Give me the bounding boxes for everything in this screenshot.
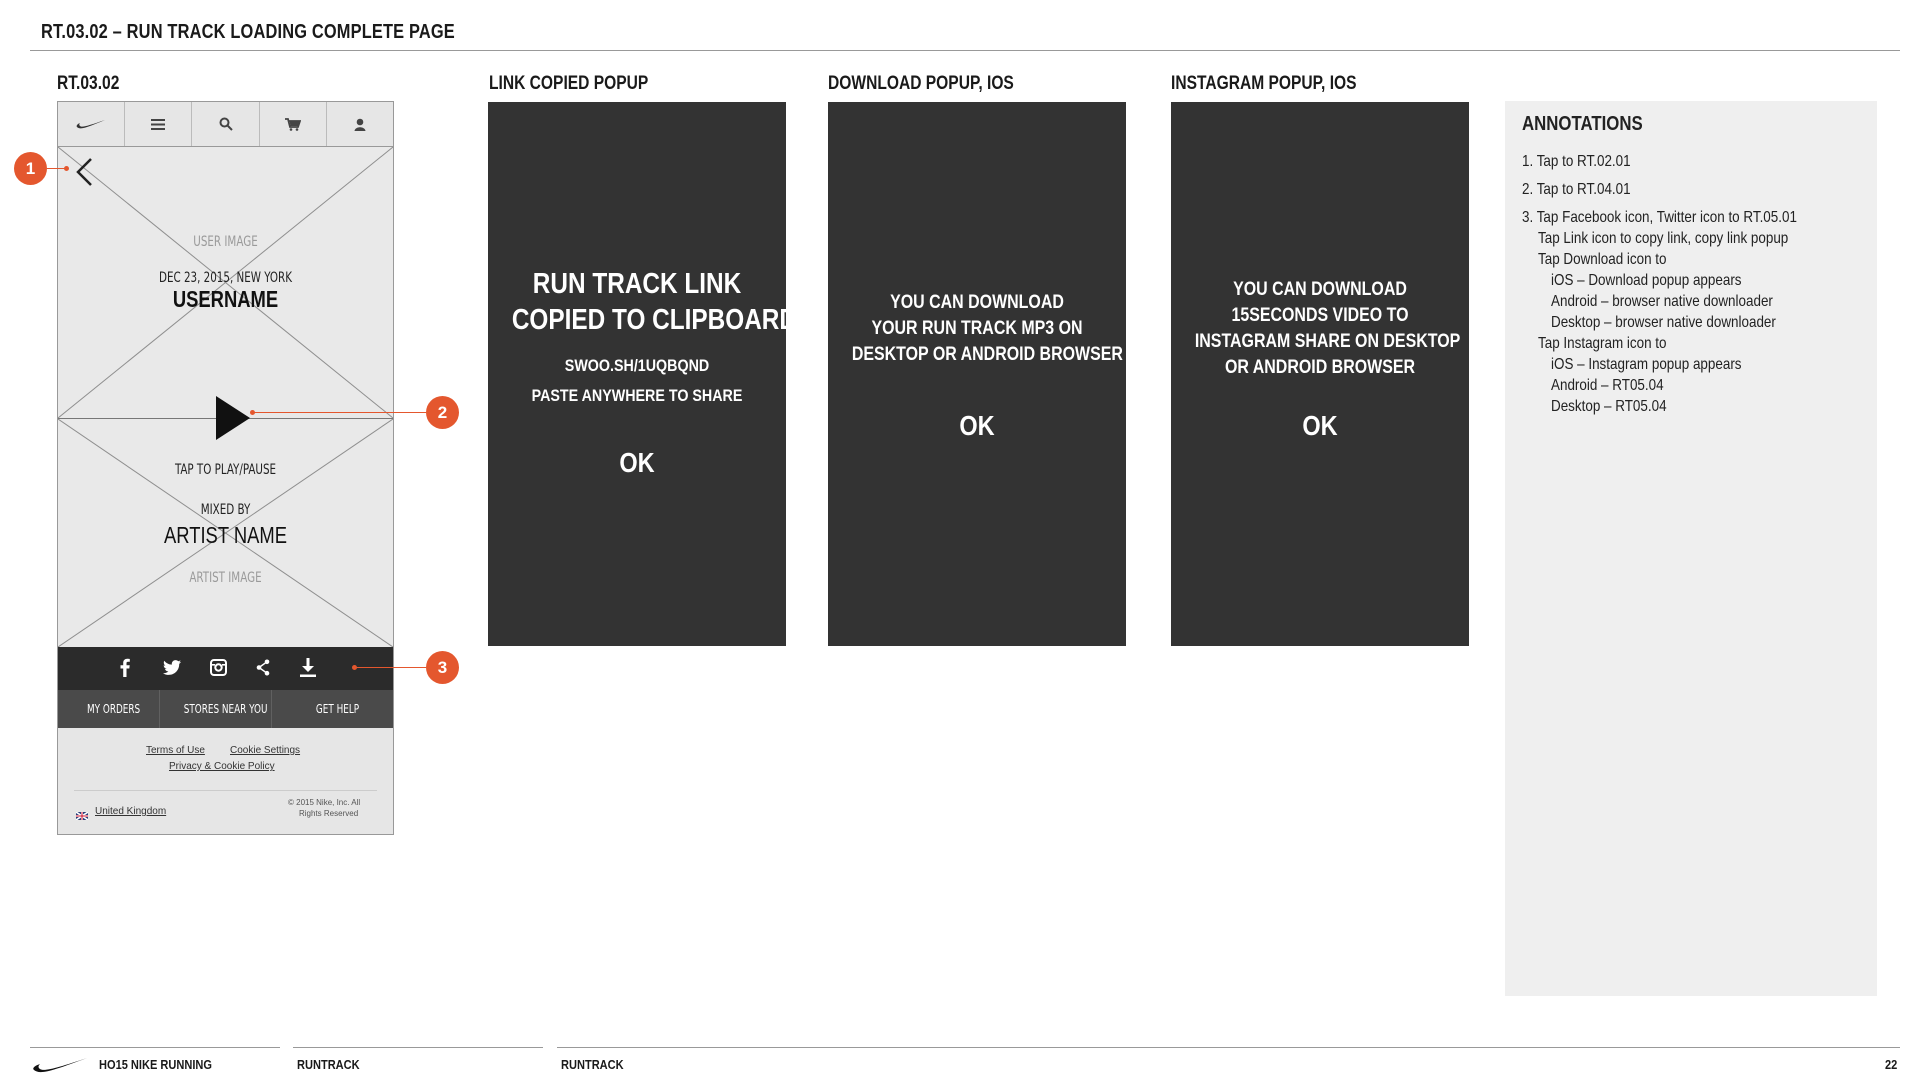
page-number: 22 bbox=[1885, 1057, 1898, 1072]
download-button[interactable] bbox=[300, 658, 316, 682]
annotations-panel bbox=[1505, 101, 1877, 996]
nav-cart[interactable] bbox=[260, 102, 327, 146]
legal-divider bbox=[74, 790, 377, 791]
instagram-popup bbox=[1171, 102, 1469, 646]
link-popup-line-1: RUN TRACK LINK bbox=[532, 268, 742, 300]
phone-nav-bar bbox=[58, 102, 393, 147]
get-help-tab[interactable]: GET HELP bbox=[315, 702, 360, 716]
annotation-line: iOS – Download popup appears bbox=[1551, 272, 1742, 289]
download-popup-ok-button[interactable]: OK bbox=[959, 410, 995, 441]
annotation-line: 2. Tap to RT.04.01 bbox=[1522, 181, 1631, 198]
callout-2-anchor bbox=[250, 410, 255, 415]
annotation-line: Desktop – browser native downloader bbox=[1551, 314, 1776, 331]
artist-name: ARTIST NAME bbox=[163, 522, 288, 548]
user-icon bbox=[354, 118, 366, 131]
footer-rule-2 bbox=[293, 1047, 543, 1048]
header-divider bbox=[30, 50, 1900, 51]
artist-image-label: ARTIST IMAGE bbox=[189, 570, 262, 586]
terms-of-use-link[interactable]: Terms of Use bbox=[146, 745, 205, 756]
nav-search[interactable] bbox=[192, 102, 259, 146]
callout-3-anchor bbox=[352, 665, 357, 670]
instagram-share-button[interactable] bbox=[210, 659, 227, 681]
callout-3: 3 bbox=[426, 651, 459, 684]
annotation-line: Android – browser native downloader bbox=[1551, 293, 1773, 310]
nav-menu[interactable] bbox=[125, 102, 192, 146]
play-icon bbox=[216, 396, 250, 440]
user-image-label: USER IMAGE bbox=[193, 234, 258, 250]
download-popup-line-2: YOUR RUN TRACK MP3 ON bbox=[871, 318, 1083, 339]
annotation-line: 1. Tap to RT.02.01 bbox=[1522, 153, 1631, 170]
annotation-line: Desktop – RT05.04 bbox=[1551, 398, 1667, 415]
search-icon bbox=[219, 117, 233, 131]
facebook-icon bbox=[120, 658, 130, 677]
date-location: DEC 23, 2015, NEW YORK bbox=[158, 270, 292, 286]
copyright-line-1: © 2015 Nike, Inc. All bbox=[288, 798, 361, 807]
uk-flag-icon bbox=[76, 807, 88, 815]
instagram-popup-line-4: OR ANDROID BROWSER bbox=[1224, 357, 1416, 378]
facebook-share-button[interactable] bbox=[120, 658, 130, 682]
link-popup-ok-button[interactable]: OK bbox=[619, 447, 655, 478]
back-arrow-icon bbox=[75, 157, 93, 187]
instagram-popup-section-title: INSTAGRAM POPUP, IOS bbox=[1171, 73, 1357, 94]
footer-rule-1 bbox=[30, 1047, 280, 1048]
stores-near-you-tab[interactable]: STORES NEAR YOU bbox=[180, 690, 272, 728]
callout-3-leader bbox=[354, 667, 426, 668]
nav-home[interactable] bbox=[58, 102, 125, 146]
link-popup-line-2: COPIED TO CLIPBOARD bbox=[511, 304, 797, 336]
copy-link-button[interactable] bbox=[256, 659, 270, 681]
footer-section-1: RUNTRACK bbox=[297, 1057, 360, 1072]
download-popup-line-1: YOU CAN DOWNLOAD bbox=[890, 292, 1064, 313]
footer-rule-3 bbox=[557, 1047, 1900, 1048]
phone-legal-footer bbox=[58, 728, 393, 834]
phone-footer-tabs bbox=[58, 690, 393, 728]
nike-swoosh-icon bbox=[76, 118, 106, 130]
annotation-line: 3. Tap Facebook icon, Twitter icon to RT.05.01 bbox=[1522, 209, 1797, 226]
privacy-policy-link[interactable]: Privacy & Cookie Policy bbox=[169, 761, 275, 772]
share-link-icon bbox=[256, 659, 270, 676]
link-popup-url: SWOO.SH/1UQBQND bbox=[564, 356, 710, 375]
cookie-settings-link[interactable]: Cookie Settings bbox=[230, 745, 301, 756]
callout-1-anchor bbox=[64, 166, 69, 171]
back-button[interactable] bbox=[75, 157, 93, 192]
link-copied-popup bbox=[488, 102, 797, 646]
download-popup bbox=[828, 102, 1126, 646]
instagram-popup-line-2: 15SECONDS VIDEO TO bbox=[1231, 305, 1409, 326]
nike-swoosh-icon bbox=[32, 1056, 88, 1079]
twitter-icon bbox=[163, 660, 181, 675]
footer-section-2: RUNTRACK bbox=[561, 1057, 624, 1072]
download-icon bbox=[300, 658, 316, 677]
my-orders-tab[interactable]: MY ORDERS bbox=[68, 690, 160, 728]
link-popup-hint: PASTE ANYWHERE TO SHARE bbox=[531, 386, 743, 405]
nav-profile[interactable] bbox=[327, 102, 393, 146]
phone-wireframe bbox=[57, 101, 394, 835]
annotation-line: Tap Link icon to copy link, copy link popup bbox=[1538, 230, 1789, 247]
callout-2: 2 bbox=[426, 396, 459, 429]
instagram-icon bbox=[210, 659, 227, 676]
twitter-share-button[interactable] bbox=[163, 660, 181, 680]
annotation-line: Tap Instagram icon to bbox=[1538, 335, 1667, 352]
screen-section-title: RT.03.02 bbox=[57, 73, 120, 94]
play-hint: TAP TO PLAY/PAUSE bbox=[174, 462, 277, 478]
download-popup-section-title: DOWNLOAD POPUP, IOS bbox=[828, 73, 1014, 94]
instagram-popup-ok-button[interactable]: OK bbox=[1302, 410, 1338, 441]
copyright-line-2: Rights Reserved bbox=[299, 809, 359, 818]
link-popup-section-title: LINK COPIED POPUP bbox=[489, 73, 649, 94]
footer-brand: HO15 NIKE RUNNING bbox=[99, 1057, 212, 1072]
annotations-title: ANNOTATIONS bbox=[1522, 113, 1643, 135]
annotation-line: Android – RT05.04 bbox=[1551, 377, 1664, 394]
annotation-line: Tap Download icon to bbox=[1538, 251, 1667, 268]
instagram-popup-line-1: YOU CAN DOWNLOAD bbox=[1233, 279, 1407, 300]
callout-1: 1 bbox=[14, 152, 47, 185]
country-selector[interactable]: United Kingdom bbox=[95, 806, 167, 817]
download-popup-line-3: DESKTOP OR ANDROID BROWSER bbox=[851, 344, 1123, 365]
play-pause-button[interactable] bbox=[216, 396, 250, 445]
callout-2-leader bbox=[252, 412, 426, 413]
page-title: RT.03.02 – RUN TRACK LOADING COMPLETE PAGE bbox=[41, 21, 455, 43]
instagram-popup-line-3: INSTAGRAM SHARE ON DESKTOP bbox=[1194, 331, 1461, 352]
username: USERNAME bbox=[172, 286, 279, 312]
mixed-by-label: MIXED BY bbox=[200, 502, 251, 518]
annotation-line: iOS – Instagram popup appears bbox=[1551, 356, 1742, 373]
share-bar bbox=[58, 647, 393, 690]
cart-icon bbox=[285, 118, 301, 131]
menu-icon bbox=[151, 119, 165, 130]
